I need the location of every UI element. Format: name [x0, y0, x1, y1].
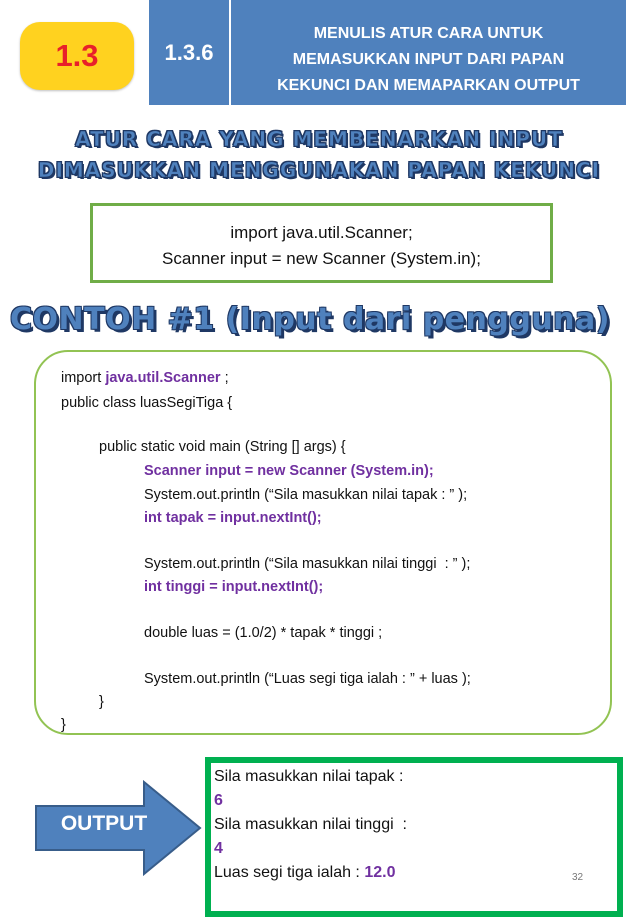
output-result: 12.0	[364, 864, 396, 881]
import-line: import java.util.Scanner;	[230, 223, 413, 242]
output-line: Sila masukkan nilai tinggi :	[214, 816, 407, 833]
output-line: Sila masukkan nilai tapak :	[214, 768, 404, 785]
header-title-line: KEKUNCI DAN MEMAPARKAN OUTPUT	[277, 76, 580, 94]
code-line: double luas = (1.0/2) * tapak * tinggi ;	[144, 625, 383, 641]
code-line: System.out.println (“Sila masukkan nilai tapak : ” );	[144, 487, 468, 503]
code-line: System.out.println (“Sila masukkan nilai tinggi : ” );	[144, 556, 471, 572]
section-title-line: ATUR CARA YANG MEMBENARKAN INPUT	[75, 127, 563, 151]
output-line	[214, 864, 395, 882]
output-value: 6	[214, 792, 223, 809]
code-line: Scanner input = new Scanner (System.in);	[144, 463, 434, 479]
code-line: int tinggi = input.nextInt();	[144, 579, 324, 595]
section-badge	[20, 22, 134, 90]
section-number: 1.3	[55, 38, 99, 73]
example-title: CONTOH #1 (Input dari pengguna)	[10, 302, 610, 337]
code-text: ;	[220, 370, 229, 386]
header-title-line: MEMASUKKAN INPUT DARI PAPAN	[292, 50, 565, 68]
scanner-line: Scanner input = new Scanner (System.in);	[162, 249, 481, 268]
code-line: public static void main (String [] args) {	[99, 439, 346, 455]
page-number: 32	[572, 872, 584, 883]
output-value: 4	[214, 840, 223, 857]
section-title-line: DIMASUKKAN MENGGUNAKAN PAPAN KEKUNCI	[37, 158, 601, 182]
code-line: public class luasSegiTiga {	[61, 395, 233, 411]
header-title	[231, 0, 626, 105]
output-label: OUTPUT	[60, 812, 148, 835]
section-title	[0, 124, 638, 186]
code-line: }	[61, 717, 66, 733]
import-statement-box	[90, 203, 553, 283]
code-keyword: java.util.Scanner	[105, 370, 221, 386]
output-text: Luas segi tiga ialah :	[214, 864, 365, 881]
code-line	[61, 370, 229, 386]
code-text: import	[61, 370, 106, 386]
code-line: System.out.println (“Luas segi tiga ialah : ” + luas );	[144, 671, 471, 687]
subsection-number: 1.3.6	[149, 0, 229, 105]
header-title-line: MENULIS ATUR CARA UNTUK	[313, 24, 544, 42]
code-line: int tapak = input.nextInt();	[144, 510, 322, 526]
code-line: }	[99, 694, 104, 710]
